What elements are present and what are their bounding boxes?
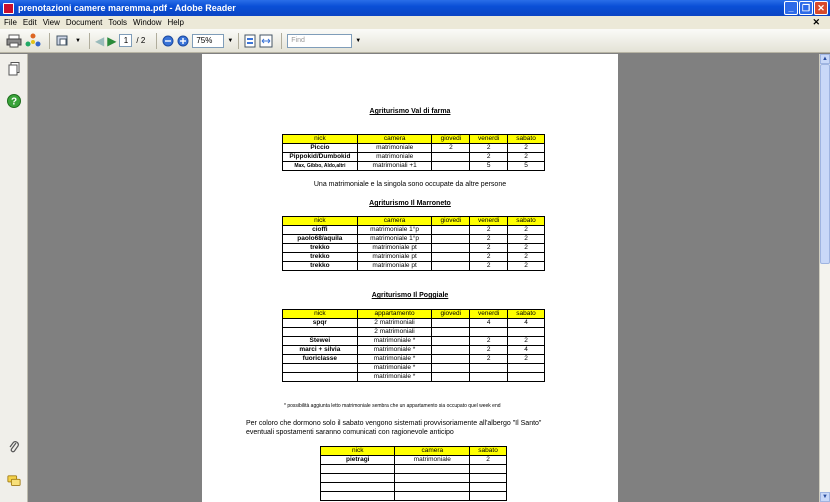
table-row xyxy=(283,373,545,382)
previous-page-icon[interactable]: ◀ xyxy=(94,33,105,48)
table-row xyxy=(283,337,545,346)
cell xyxy=(321,474,395,483)
header-sabato: sabato xyxy=(470,447,507,456)
svg-text:?: ? xyxy=(10,96,18,108)
scroll-down-icon[interactable]: ▼ xyxy=(820,492,830,502)
header-nick: nick xyxy=(283,310,358,319)
cell: 2 xyxy=(508,153,545,162)
cell xyxy=(470,328,508,337)
toolbar xyxy=(0,29,830,53)
cell: matrimoniale xyxy=(395,456,470,465)
cell: trekko xyxy=(283,262,358,271)
cell xyxy=(432,355,470,364)
table-row xyxy=(283,328,545,337)
cell: matrimoniale 1°p xyxy=(357,235,432,244)
fit-page-icon[interactable] xyxy=(244,33,256,49)
cell xyxy=(283,328,358,337)
document-view[interactable] xyxy=(28,54,819,502)
cell: 2 xyxy=(508,262,545,271)
header-sabato: sabato xyxy=(508,217,545,226)
cell: 2 xyxy=(470,253,508,262)
header-giovedi: giovedi xyxy=(432,135,470,144)
cell: pietragi xyxy=(321,456,395,465)
cell xyxy=(432,373,470,382)
vertical-scrollbar[interactable] xyxy=(819,54,830,502)
cell xyxy=(395,465,470,474)
cell: 2 xyxy=(508,355,545,364)
note-occupied: Una matrimoniale e la singola sono occupate da altre persone xyxy=(313,181,507,188)
cell: 4 xyxy=(508,346,545,355)
close-button[interactable]: ✕ xyxy=(814,1,828,15)
header-nick: nick xyxy=(283,217,358,226)
cell: cioffi xyxy=(283,226,358,235)
table-row xyxy=(283,226,545,235)
table-row xyxy=(283,162,545,171)
cell: 2 xyxy=(508,253,545,262)
zoom-out-icon[interactable] xyxy=(162,33,174,49)
window-title: prenotazioni camere maremma.pdf - Adobe Reader xyxy=(18,3,236,13)
cell: 2 xyxy=(470,244,508,253)
navigation-panel xyxy=(0,54,28,502)
cell xyxy=(395,483,470,492)
header-giovedi: giovedi xyxy=(432,310,470,319)
cell: 2 xyxy=(470,355,508,364)
cell: 2 xyxy=(470,235,508,244)
cell xyxy=(470,364,508,373)
cell: 2 xyxy=(508,226,545,235)
cell: matrimoniale xyxy=(357,153,432,162)
cell: matrimoniali +1 xyxy=(357,162,432,171)
table-row xyxy=(283,262,545,271)
header-camera: camera xyxy=(395,447,470,456)
cell: fuoriclasse xyxy=(283,355,358,364)
cell xyxy=(283,364,358,373)
cell: matrimoniale * xyxy=(357,346,432,355)
header-venerdi: venerdi xyxy=(470,310,508,319)
fit-width-icon[interactable] xyxy=(259,33,273,49)
table-row xyxy=(283,235,545,244)
table-poggiale xyxy=(282,309,545,382)
menu-document[interactable]: Document xyxy=(65,18,103,27)
zoom-level-select[interactable] xyxy=(192,34,224,48)
saturday-note-line2: eventuali spostamenti saranno comunicati con ragionevole anticipo xyxy=(246,429,454,436)
table-row xyxy=(321,492,507,501)
cell xyxy=(321,465,395,474)
cell xyxy=(432,153,470,162)
cell: 2 xyxy=(470,262,508,271)
menu-tools[interactable]: Tools xyxy=(108,18,128,27)
cell: 2 matrimoniali xyxy=(357,328,432,337)
table-row xyxy=(321,465,507,474)
cell: matrimoniale 1°p xyxy=(357,226,432,235)
cell: 2 matrimoniali xyxy=(357,319,432,328)
footnote: * possibilità aggiunta letto matrimoniale sembra che un appartamento sia occupato quel week end xyxy=(284,403,501,409)
page-number-input[interactable]: 1 xyxy=(119,34,132,47)
cell: 2 xyxy=(508,244,545,253)
cell: marci + silvia xyxy=(283,346,358,355)
comments-icon[interactable] xyxy=(7,474,21,488)
cell: 2 xyxy=(470,337,508,346)
cell xyxy=(283,373,358,382)
cell xyxy=(508,364,545,373)
header-appartamento: appartamento xyxy=(357,310,432,319)
header-venerdi: venerdi xyxy=(470,217,508,226)
cell: matrimoniale xyxy=(357,144,432,153)
cell xyxy=(470,492,507,501)
table-row xyxy=(283,364,545,373)
table-val-di-farma xyxy=(282,134,545,171)
header-giovedi: giovedi xyxy=(432,217,470,226)
saturday-note-line1: Per coloro che dormono solo il sabato vengono sistemati provvisoriamente all'albergo "Il Santo" xyxy=(246,420,542,427)
table-row xyxy=(283,153,545,162)
scroll-up-icon[interactable]: ▲ xyxy=(820,54,830,64)
table-row xyxy=(283,346,545,355)
cell: 2 xyxy=(470,346,508,355)
attachments-icon[interactable] xyxy=(7,440,21,454)
cell xyxy=(432,337,470,346)
cell xyxy=(432,328,470,337)
table-row xyxy=(321,483,507,492)
cell: matrimoniale * xyxy=(357,355,432,364)
close-document-icon[interactable]: ✕ xyxy=(812,17,820,27)
cell: 2 xyxy=(432,144,470,153)
restore-button[interactable]: ❐ xyxy=(799,1,813,15)
cell: matrimoniale * xyxy=(357,373,432,382)
table-row xyxy=(283,253,545,262)
header-camera: camera xyxy=(357,217,432,226)
cell: 5 xyxy=(470,162,508,171)
cell: 2 xyxy=(470,226,508,235)
cell: matrimoniale pt xyxy=(357,253,432,262)
menu-view[interactable]: View xyxy=(42,18,60,27)
header-nick: nick xyxy=(321,447,395,456)
section-title-poggiale: Agriturismo Il Poggiale xyxy=(371,292,449,299)
header-sabato: sabato xyxy=(508,310,545,319)
page-total: / 2 xyxy=(136,36,146,45)
cell xyxy=(432,235,470,244)
next-page-icon[interactable]: ▶ xyxy=(107,33,117,48)
table-row xyxy=(321,474,507,483)
table-row xyxy=(321,456,507,465)
menu-bar xyxy=(0,16,830,29)
collaborate-icon[interactable] xyxy=(25,33,41,49)
cell: spqr xyxy=(283,319,358,328)
chevron-down-icon[interactable]: ▼ xyxy=(75,37,81,44)
cell xyxy=(470,474,507,483)
cell: trekko xyxy=(283,253,358,262)
pages-icon[interactable] xyxy=(7,62,21,76)
cell: 2 xyxy=(508,144,545,153)
stamp-tool-icon[interactable] xyxy=(55,33,81,49)
chevron-down-icon[interactable]: ▼ xyxy=(227,37,234,44)
cell: Max, Gibbo, Aldo,altri xyxy=(283,162,358,171)
table-marroneto xyxy=(282,216,545,271)
cell xyxy=(432,346,470,355)
cell: Piccio xyxy=(283,144,358,153)
cell xyxy=(470,483,507,492)
cell xyxy=(432,162,470,171)
section-title-marroneto: Agriturismo Il Marroneto xyxy=(369,200,451,207)
table-il-santo xyxy=(320,446,507,501)
scroll-thumb[interactable] xyxy=(820,64,830,264)
cell: 2 xyxy=(508,235,545,244)
cell: matrimoniale * xyxy=(357,364,432,373)
cell xyxy=(432,226,470,235)
menu-help[interactable]: Help xyxy=(167,18,184,27)
cell: 5 xyxy=(508,162,545,171)
cell: 2 xyxy=(508,337,545,346)
header-venerdi: venerdi xyxy=(470,135,508,144)
cell: trekko xyxy=(283,244,358,253)
help-icon[interactable] xyxy=(7,94,21,108)
section-title-val-di-farma: Agriturismo Val di farma xyxy=(369,108,451,115)
table-row xyxy=(283,144,545,153)
chevron-down-icon[interactable]: ▼ xyxy=(355,37,362,44)
cell: matrimoniale pt xyxy=(357,244,432,253)
find-input[interactable]: Find xyxy=(287,34,352,48)
cell xyxy=(508,373,545,382)
cell: matrimoniale * xyxy=(357,337,432,346)
pdf-page xyxy=(202,54,618,502)
cell: 4 xyxy=(508,319,545,328)
zoom-in-icon[interactable] xyxy=(177,33,189,49)
header-sabato: sabato xyxy=(508,135,545,144)
cell xyxy=(470,373,508,382)
cell: 2 xyxy=(470,144,508,153)
cell: Pippokid/Dumbokid xyxy=(283,153,358,162)
cell xyxy=(432,319,470,328)
cell xyxy=(470,465,507,474)
table-row xyxy=(283,355,545,364)
cell xyxy=(432,253,470,262)
cell: 2 xyxy=(470,153,508,162)
cell: 4 xyxy=(470,319,508,328)
cell: 2 xyxy=(470,456,507,465)
cell: matrimoniale pt xyxy=(357,262,432,271)
title-bar xyxy=(0,0,830,16)
cell: Stewei xyxy=(283,337,358,346)
cell xyxy=(395,492,470,501)
header-camera: camera xyxy=(357,135,432,144)
adobe-reader-icon xyxy=(3,3,14,14)
minimize-button[interactable]: _ xyxy=(784,1,798,15)
cell xyxy=(321,492,395,501)
menu-edit[interactable]: Edit xyxy=(22,18,37,27)
cell xyxy=(395,474,470,483)
menu-window[interactable]: Window xyxy=(133,18,162,27)
header-nick: nick xyxy=(283,135,358,144)
table-row xyxy=(283,244,545,253)
cell xyxy=(321,483,395,492)
table-row xyxy=(283,319,545,328)
cell xyxy=(508,328,545,337)
cell xyxy=(432,244,470,253)
cell xyxy=(432,364,470,373)
zoom-value: 75% xyxy=(196,36,213,45)
menu-file[interactable]: File xyxy=(4,18,17,27)
cell: paolo68/aquila xyxy=(283,235,358,244)
cell xyxy=(432,262,470,271)
print-icon[interactable] xyxy=(6,33,22,49)
